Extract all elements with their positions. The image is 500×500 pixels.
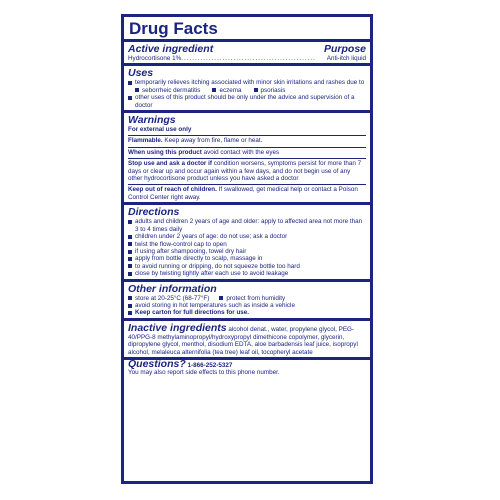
questions-text: You may also report side effects to this phone number. — [128, 369, 280, 377]
directions-item: to avoid running or dripping, do not squeeze bottle too hard — [128, 263, 366, 270]
directions-heading: Directions — [128, 206, 180, 219]
directions-item: close by twisting tightly after each use to avoid leakage — [128, 270, 366, 277]
directions-item: twist the flow-control cap to open — [128, 241, 366, 248]
other-info-item: protect from humidity — [219, 295, 285, 302]
active-ingredient-heading: Active ingredient — [128, 43, 214, 55]
directions-section — [124, 205, 370, 278]
leader-dots: ................................................. — [181, 55, 316, 62]
uses-sub-item: eczema — [212, 87, 241, 94]
drug-facts-panel — [121, 14, 373, 484]
uses-sub-item: psoriasis — [254, 87, 286, 94]
warnings-section — [124, 113, 370, 202]
directions-item: children under 2 years of age: do not use; ask a doctor — [128, 233, 366, 240]
uses-item: temporarily relieves itching associated with minor skin irritations and rashes due to — [128, 79, 366, 86]
flammable-warning: Flammable. Keep away from fire, flame or heat. — [128, 137, 263, 145]
divider — [128, 184, 366, 185]
uses-section — [124, 66, 370, 110]
directions-list — [128, 218, 366, 277]
directions-item: adults and children 2 years of age and older: apply to affected area not more than 3 to 4 times daily — [128, 218, 366, 233]
active-ingredient-name: Hydrocortisone 1% — [128, 55, 182, 62]
uses-heading: Uses — [128, 67, 154, 80]
divider — [128, 135, 366, 136]
warnings-heading: Warnings — [128, 114, 176, 127]
inactive-ingredients-text: alcohol denat., water, propylene glycol, PEG-40/PPG-8 methylaminopropyl/hydroxypropyl dimethicone copolymer, glycerin, dipropylene glycol, menthol, disodium EDTA, aloe barbadensis leaf juice, isopropyl alcohol, melaleuca alternifolia (tea tree) leaf oil, tocopheryl acetate — [128, 325, 358, 356]
other-info-item: avoid storing in hot temperatures such as inside a vehicle — [128, 302, 366, 309]
questions-heading: Questions? — [128, 357, 186, 370]
active-ingredient-purpose: Anti-itch liquid — [326, 55, 366, 62]
keep-out-of-reach-warning: Keep out of reach of children. If swallowed, get medical help or contact a Poison Control Center right away. — [128, 186, 358, 201]
directions-item: if using after shampooing, towel dry hair — [128, 248, 366, 255]
divider — [128, 158, 366, 159]
drug-facts-title: Drug Facts — [129, 19, 218, 38]
purpose-heading: Purpose — [323, 43, 366, 55]
directions-item: apply from bottle directly to scalp, massage in — [128, 255, 366, 262]
uses-sub-item: seborrheic dermatitis — [135, 87, 200, 94]
other-information-heading: Other information — [128, 282, 217, 295]
other-info-item: Keep carton for full directions for use. — [128, 309, 366, 316]
inactive-ingredients-heading: Inactive ingredients — [128, 321, 227, 334]
stop-use-warning: Stop use and ask a doctor if condition worsens, symptoms persist for more than 7 days or clear up and occur again within a few days, and do not begin use of any other hydrocortisone product unless you have asked a doctor — [128, 160, 362, 183]
questions-section — [124, 357, 370, 378]
uses-item: other uses of this product should be only under the advice and supervision of a doctor — [128, 94, 366, 109]
inactive-ingredients-section — [124, 321, 370, 357]
questions-phone: 1-866-252-5327 — [187, 361, 233, 369]
other-information-section — [124, 282, 370, 318]
when-using-warning: When using this product avoid contact with the eyes — [128, 148, 280, 156]
uses-sub-list — [128, 87, 366, 94]
external-use-text: For external use only — [128, 126, 192, 134]
other-info-item: store at 20-25°C (68-77°F) — [128, 295, 209, 302]
active-ingredient-section — [124, 42, 370, 63]
divider — [128, 147, 366, 148]
